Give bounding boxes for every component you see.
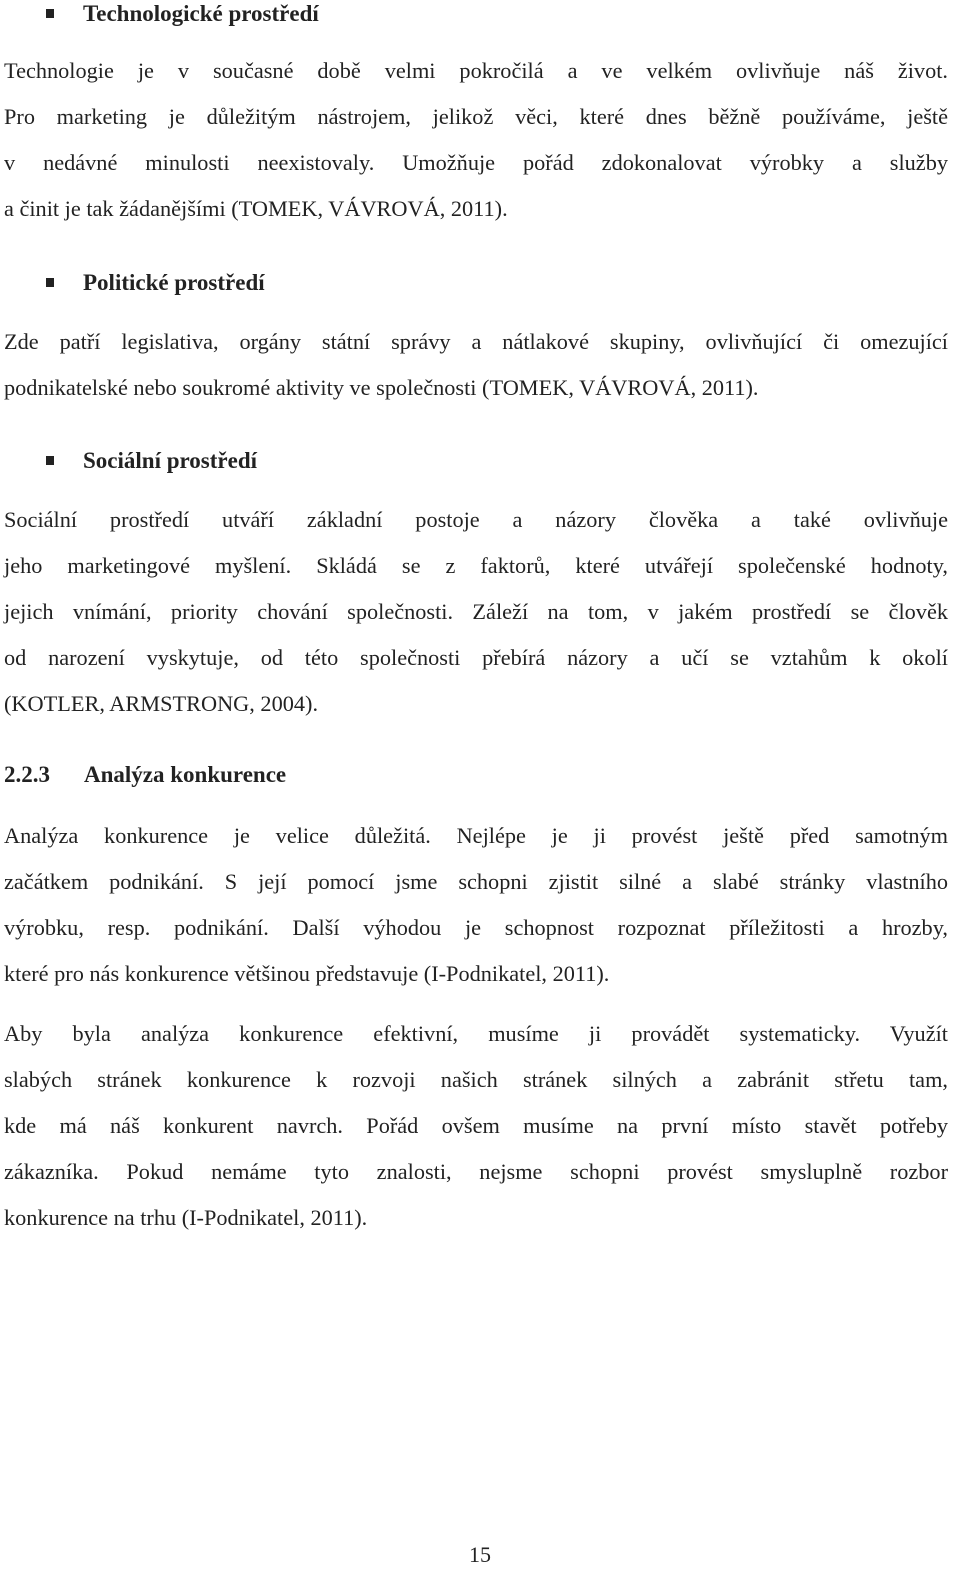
subsection-title: Analýza konkurence [84,762,287,787]
section-heading-label: Technologické prostředí [83,1,319,26]
subsection-number: 2.2.3 [4,762,50,787]
text-line: začátkem podnikání. S její pomocí jsme schopni zjistit silné a slabé stránky vlastního [4,869,948,894]
square-bullet-icon [46,456,54,465]
paragraph-socialni [4,497,948,727]
text-line: Aby byla analýza konkurence efektivní, musíme ji provádět systematicky. Využít [4,1021,948,1046]
text-line: slabých stránek konkurence k rozvoji našich stránek silných a zabránit střetu tam, [4,1067,948,1092]
text-line: podnikatelské nebo soukromé aktivity ve společnosti (TOMEK, VÁVROVÁ, 2011). [4,375,759,400]
text-line: Analýza konkurence je velice důležitá. Nejlépe je ji provést ještě před samotným [4,823,948,848]
paragraph-analyza-2 [4,1011,948,1241]
paragraph-technologicke [4,48,948,232]
text-line: jeho marketingové myšlení. Skládá se z faktorů, které utvářejí společenské hodnoty, [4,553,948,578]
text-line: jejich vnímání, priority chování společnosti. Záleží na tom, v jakém prostředí se člověk [4,599,948,624]
section-heading-label: Sociální prostředí [83,448,258,473]
text-line: Zde patří legislativa, orgány státní správy a nátlakové skupiny, ovlivňující či omezující [4,329,948,354]
text-line: od narození vyskytuje, od této společnosti přebírá názory a učí se vztahům k okolí [4,645,948,670]
text-line: (KOTLER, ARMSTRONG, 2004). [4,691,319,716]
section-heading-label: Politické prostředí [83,270,265,295]
text-line: konkurence na trhu (I-Podnikatel, 2011). [4,1205,368,1230]
text-line: výrobku, resp. podnikání. Další výhodou je schopnost rozpoznat příležitosti a hrozby, [4,915,948,940]
text-line: které pro nás konkurence většinou představuje (I-Podnikatel, 2011). [4,961,610,986]
square-bullet-icon [46,278,54,287]
text-line: zákazníka. Pokud nemáme tyto znalosti, nejsme schopni provést smysluplně rozbor [4,1159,948,1184]
text-line: kde má náš konkurent navrch. Pořád ovšem musíme na první místo stavět potřeby [4,1113,948,1138]
text-line: Technologie je v současné době velmi pokročilá a ve velkém ovlivňuje náš život. [4,58,948,83]
text-line: a činit je tak žádanějšími (TOMEK, VÁVROVÁ, 2011). [4,196,508,221]
text-line: v nedávné minulosti neexistovaly. Umožňuje pořád zdokonalovat výrobky a služby [4,150,948,175]
page-number: 15 [469,1542,491,1567]
paragraph-analyza-1 [4,813,948,997]
text-line: Sociální prostředí utváří základní postoje a názory člověka a také ovlivňuje [4,507,948,532]
text-line: Pro marketing je důležitým nástrojem, jelikož věci, které dnes běžně používáme, ještě [4,104,948,129]
paragraph-politicke [4,319,948,411]
square-bullet-icon [46,9,54,18]
